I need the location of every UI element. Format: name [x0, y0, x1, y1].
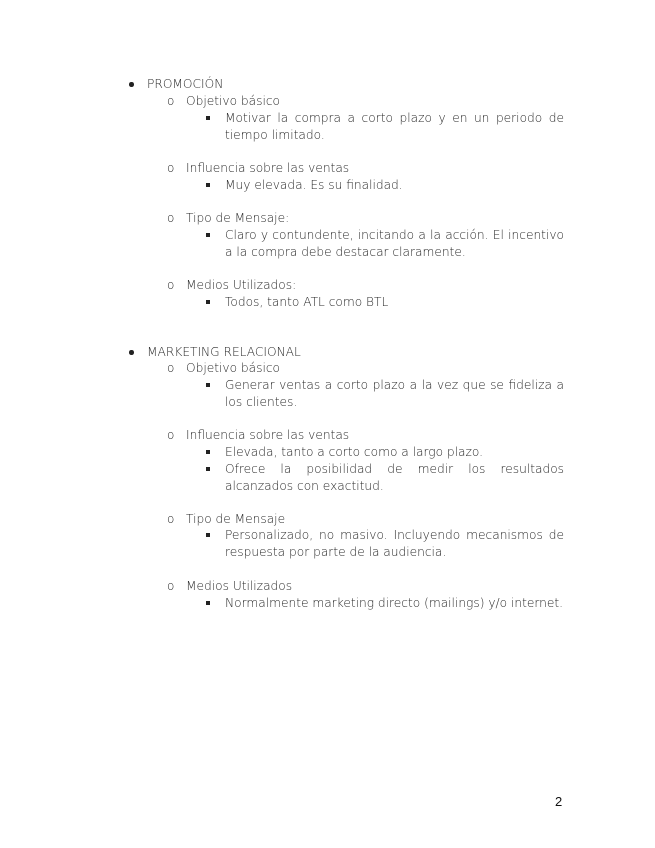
- item-point: Personalizado, no masivo. Incluyendo mecanismos de respuesta por parte de la audiencia.: [225, 528, 564, 559]
- item-label: Influencia sobre las ventas: [186, 428, 350, 442]
- item-label: Objetivo básico: [186, 94, 281, 108]
- section-title-marketing-relacional: MARKETING RELACIONAL: [147, 345, 301, 359]
- square-bullet-icon: [206, 227, 212, 244]
- circle-bullet-icon: o: [167, 361, 175, 375]
- bullet-icon: [128, 76, 136, 93]
- item-point: Motivar la compra a corto plazo y en un periodo de tiempo limitado.: [225, 111, 564, 142]
- circle-bullet-icon: o: [167, 211, 175, 225]
- square-bullet-icon: [206, 444, 212, 461]
- square-bullet-icon: [206, 595, 212, 612]
- square-bullet-icon: [206, 294, 212, 311]
- page-number: 2: [555, 794, 563, 809]
- square-bullet-icon: [206, 527, 212, 544]
- circle-bullet-icon: o: [167, 161, 175, 175]
- item-point: Elevada, tanto a corto como a largo plazo.: [225, 445, 484, 459]
- item-point: Normalmente marketing directo (mailings) y/o internet.: [225, 596, 564, 610]
- item-point: Generar ventas a corto plazo a la vez que se fideliza a los clientes.: [225, 378, 564, 409]
- bullet-icon: [128, 344, 136, 361]
- section-title-promocion: PROMOCIÓN: [147, 77, 224, 91]
- square-bullet-icon: [206, 461, 212, 478]
- circle-bullet-icon: o: [167, 94, 175, 108]
- item-label: Tipo de Mensaje:: [186, 211, 290, 225]
- item-point: Ofrece la posibilidad de medir los resultados alcanzados con exactitud.: [225, 462, 564, 493]
- item-label: Objetivo básico: [186, 361, 281, 375]
- item-label: Tipo de Mensaje: [186, 512, 286, 526]
- item-label: Medios Utilizados:: [186, 278, 297, 292]
- item-point: Muy elevada. Es su finalidad.: [225, 178, 403, 192]
- square-bullet-icon: [206, 377, 212, 394]
- square-bullet-icon: [206, 110, 212, 127]
- circle-bullet-icon: o: [167, 428, 175, 442]
- circle-bullet-icon: o: [167, 278, 175, 292]
- circle-bullet-icon: o: [167, 579, 175, 593]
- item-point: Todos, tanto ATL como BTL: [225, 295, 389, 309]
- item-label: Influencia sobre las ventas: [186, 161, 350, 175]
- item-point: Claro y contundente, incitando a la acción. El incentivo a la compra debe destacar claramente.: [225, 228, 564, 259]
- square-bullet-icon: [206, 177, 212, 194]
- circle-bullet-icon: o: [167, 512, 175, 526]
- item-label: Medios Utilizados: [186, 579, 293, 593]
